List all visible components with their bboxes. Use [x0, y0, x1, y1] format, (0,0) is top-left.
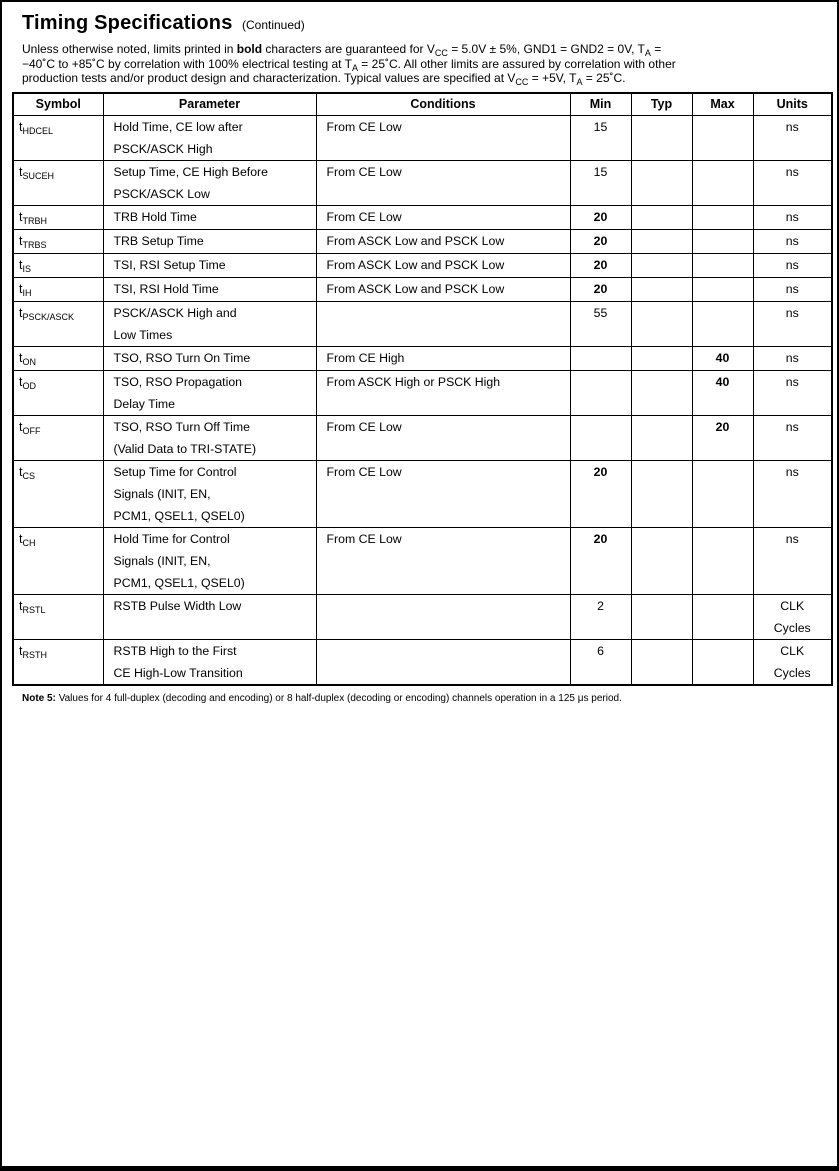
typ-cell	[631, 370, 692, 415]
cell-line: PCM1, QSEL1, QSEL0)	[113, 508, 245, 523]
column-header-units: Units	[753, 93, 832, 116]
cell-line: 40	[715, 350, 730, 365]
cell-line: TSO, RSO Turn Off Time	[113, 419, 250, 434]
symbol	[14, 371, 103, 394]
table-row	[13, 205, 832, 229]
intro-line	[22, 72, 825, 87]
units-cell	[753, 205, 832, 229]
table-row	[13, 527, 832, 594]
intro-text-segment: = 25˚C. All other limits are assured by correlation with other	[357, 56, 676, 71]
intro-line	[22, 43, 825, 58]
cell-line: ns	[785, 209, 799, 224]
conditions-cell	[316, 115, 570, 160]
cell-line: ns	[785, 305, 799, 320]
table-row	[13, 115, 832, 160]
symbol-subscript: CS	[22, 470, 35, 481]
symbol-cell	[13, 639, 103, 685]
parameter-cell	[103, 160, 316, 205]
symbol-cell	[13, 346, 103, 370]
units-cell	[753, 301, 832, 346]
min-cell	[570, 253, 631, 277]
symbol-cell	[13, 115, 103, 160]
min-cell	[570, 527, 631, 594]
min-cell	[570, 229, 631, 253]
units-cell	[753, 527, 832, 594]
symbol-base: t	[19, 305, 23, 320]
symbol-cell	[13, 527, 103, 594]
conditions-cell	[316, 415, 570, 460]
cell-line: From CE Low	[326, 119, 402, 134]
min-cell	[570, 639, 631, 685]
intro-line	[22, 58, 825, 73]
cell-line: 15	[593, 119, 608, 134]
cell-line: Hold Time, CE low after	[113, 119, 243, 134]
typ-cell	[631, 346, 692, 370]
cell-line: RSTB High to the First	[113, 643, 237, 658]
parameter-cell	[103, 370, 316, 415]
note-text: Values for 4 full-duplex (decoding and encoding) or 8 half-duplex (decoding or encoding) channels operation in a 125 μs period.	[58, 692, 622, 704]
cell-line: 20	[593, 233, 608, 248]
cell-line: ns	[785, 233, 799, 248]
cell-line: Signals (INIT, EN,	[113, 486, 211, 501]
cell-line: 15	[593, 164, 608, 179]
table-header	[13, 93, 832, 116]
cell-line: Low Times	[113, 327, 173, 342]
conditions-cell	[316, 301, 570, 346]
symbol	[14, 416, 103, 439]
min-cell	[570, 415, 631, 460]
intro-text-segment: −40˚C to +85˚C by correlation with 100% electrical testing at T	[22, 56, 352, 71]
conditions-cell	[316, 527, 570, 594]
column-header-symbol: Symbol	[13, 93, 103, 116]
symbol-cell	[13, 594, 103, 639]
symbol	[14, 230, 103, 253]
table-row	[13, 160, 832, 205]
min-cell	[570, 205, 631, 229]
intro-subscript: CC	[434, 48, 448, 58]
typ-cell	[631, 415, 692, 460]
units-cell	[753, 115, 832, 160]
typ-cell	[631, 639, 692, 685]
intro-subscript: A	[576, 77, 583, 87]
symbol-cell	[13, 205, 103, 229]
cell-line: ns	[785, 419, 799, 434]
conditions-cell	[316, 370, 570, 415]
note-5	[22, 693, 817, 705]
symbol-subscript: HDCEL	[22, 125, 53, 136]
column-header-conditions: Conditions	[316, 93, 570, 116]
symbol	[14, 278, 103, 301]
intro-subscript: A	[351, 62, 358, 73]
units-cell	[753, 460, 832, 527]
max-cell	[692, 460, 753, 527]
symbol	[14, 640, 103, 663]
parameter-cell	[103, 277, 316, 301]
cell-line: RSTB Pulse Width Low	[113, 598, 242, 613]
symbol-subscript: OFF	[22, 425, 41, 436]
intro-subscript: CC	[515, 77, 529, 87]
parameter-cell	[103, 594, 316, 639]
parameter-cell	[103, 205, 316, 229]
symbol-base: t	[19, 164, 23, 179]
parameter-cell	[103, 415, 316, 460]
typ-cell	[631, 301, 692, 346]
cell-line: 20	[593, 531, 608, 546]
units-cell	[753, 346, 832, 370]
cell-line: TSO, RSO Turn On Time	[113, 350, 251, 365]
parameter-cell	[103, 460, 316, 527]
parameter-cell	[103, 301, 316, 346]
cell-line: 55	[593, 305, 608, 320]
cell-line: PCM1, QSEL1, QSEL0)	[113, 575, 245, 590]
cell-line: ns	[785, 350, 799, 365]
max-cell	[692, 527, 753, 594]
cell-line: TRB Setup Time	[113, 233, 204, 248]
cell-line: Delay Time	[113, 396, 176, 411]
units-cell	[753, 160, 832, 205]
conditions-cell	[316, 160, 570, 205]
cell-line: Signals (INIT, EN,	[113, 553, 211, 568]
cell-line: (Valid Data to TRI-STATE)	[113, 441, 257, 456]
cell-line: Cycles	[773, 620, 811, 635]
page-title: Timing Specifications	[22, 12, 233, 34]
intro-subscript: A	[644, 48, 651, 58]
units-cell	[753, 277, 832, 301]
typ-cell	[631, 277, 692, 301]
cell-line: From CE Low	[326, 209, 402, 224]
cell-line: ns	[785, 119, 799, 134]
intro-text-segment: = 25˚C.	[582, 71, 626, 85]
parameter-cell	[103, 346, 316, 370]
cell-line: 40	[715, 374, 730, 389]
table-row	[13, 639, 832, 685]
parameter-cell	[103, 253, 316, 277]
symbol	[14, 347, 103, 370]
table-header-row	[13, 93, 832, 116]
intro-text-segment: characters are guaranteed for V	[262, 42, 435, 56]
symbol-cell	[13, 460, 103, 527]
typ-cell	[631, 115, 692, 160]
symbol	[14, 206, 103, 229]
conditions-cell	[316, 253, 570, 277]
table-row	[13, 370, 832, 415]
typ-cell	[631, 229, 692, 253]
cell-line: 2	[597, 598, 604, 613]
table-row	[13, 346, 832, 370]
parameter-cell	[103, 115, 316, 160]
cell-line: TSI, RSI Hold Time	[113, 281, 219, 296]
symbol-base: t	[19, 419, 23, 434]
symbol	[14, 116, 103, 139]
cell-line: From CE High	[326, 350, 405, 365]
cell-line: ns	[785, 164, 799, 179]
cell-line: From CE Low	[326, 464, 402, 479]
conditions-cell	[316, 229, 570, 253]
symbol-cell	[13, 229, 103, 253]
table-row	[13, 253, 832, 277]
conditions-cell	[316, 277, 570, 301]
typ-cell	[631, 460, 692, 527]
symbol-subscript: IS	[22, 263, 31, 274]
max-cell	[692, 160, 753, 205]
table-row	[13, 229, 832, 253]
intro-text-segment: =	[650, 42, 662, 56]
max-cell	[692, 639, 753, 685]
symbol-base: t	[19, 257, 23, 272]
column-header-min: Min	[570, 93, 631, 116]
intro-text-segment: Unless otherwise noted, limits printed in	[22, 42, 237, 56]
conditions-cell	[316, 594, 570, 639]
cell-line: 6	[597, 643, 604, 658]
parameter-cell	[103, 229, 316, 253]
min-cell	[570, 346, 631, 370]
conditions-cell	[316, 460, 570, 527]
column-header-typ: Typ	[631, 93, 692, 116]
cell-line: Setup Time, CE High Before	[113, 164, 268, 179]
min-cell	[570, 370, 631, 415]
symbol-cell	[13, 370, 103, 415]
max-cell	[692, 253, 753, 277]
max-cell	[692, 370, 753, 415]
intro-text-segment: bold	[236, 42, 263, 56]
cell-line: Cycles	[773, 665, 811, 680]
symbol-subscript: PSCK/ASCK	[22, 311, 75, 322]
intro-text-segment: = 5.0V ± 5%, GND1 = GND2 = 0V, T	[447, 42, 645, 56]
symbol-cell	[13, 415, 103, 460]
symbol	[14, 302, 103, 325]
symbol	[14, 161, 103, 184]
max-cell	[692, 415, 753, 460]
symbol-subscript: CH	[22, 537, 36, 548]
table-row	[13, 415, 832, 460]
typ-cell	[631, 205, 692, 229]
symbol-base: t	[19, 233, 23, 248]
table-row	[13, 460, 832, 527]
parameter-cell	[103, 639, 316, 685]
min-cell	[570, 594, 631, 639]
cell-line: ns	[785, 464, 799, 479]
typ-cell	[631, 253, 692, 277]
symbol-base: t	[19, 531, 23, 546]
typ-cell	[631, 594, 692, 639]
section-title-row	[22, 12, 817, 35]
cell-line: 20	[593, 209, 608, 224]
symbol-base: t	[19, 374, 23, 389]
timing-spec-table	[12, 92, 833, 686]
max-cell	[692, 594, 753, 639]
conditions-cell	[316, 639, 570, 685]
symbol	[14, 254, 103, 277]
symbol-subscript: SUCEH	[22, 170, 54, 181]
cell-line: From CE Low	[326, 164, 402, 179]
cell-line: CLK	[780, 643, 805, 658]
table-row	[13, 301, 832, 346]
table-row	[13, 277, 832, 301]
symbol	[14, 595, 103, 618]
cell-line: CE High-Low Transition	[113, 665, 243, 680]
symbol-base: t	[19, 464, 23, 479]
symbol-cell	[13, 301, 103, 346]
symbol-subscript: TRBH	[22, 215, 47, 226]
min-cell	[570, 115, 631, 160]
min-cell	[570, 460, 631, 527]
units-cell	[753, 594, 832, 639]
cell-line: 20	[715, 419, 730, 434]
symbol-base: t	[19, 281, 23, 296]
max-cell	[692, 229, 753, 253]
intro-text-segment: production tests and/or product design and characterization. Typical values are specified at V	[22, 71, 516, 85]
units-cell	[753, 229, 832, 253]
max-cell	[692, 346, 753, 370]
symbol-cell	[13, 277, 103, 301]
symbol-cell	[13, 253, 103, 277]
symbol-subscript: OD	[22, 380, 36, 391]
cell-line: From CE Low	[326, 419, 402, 434]
cell-line: 20	[593, 257, 608, 272]
units-cell	[753, 370, 832, 415]
column-header-parameter: Parameter	[103, 93, 316, 116]
column-header-max: Max	[692, 93, 753, 116]
units-cell	[753, 639, 832, 685]
cell-line: From ASCK Low and PSCK Low	[326, 281, 505, 296]
note-label: Note 5:	[22, 692, 56, 704]
cell-line: TSO, RSO Propagation	[113, 374, 242, 389]
conditions-cell	[316, 205, 570, 229]
symbol	[14, 461, 103, 484]
cell-line: TRB Hold Time	[113, 209, 197, 224]
cell-line: 20	[593, 281, 608, 296]
symbol-subscript: IH	[22, 287, 32, 298]
symbol-base: t	[19, 643, 23, 658]
cell-line: PSCK/ASCK High	[113, 141, 213, 156]
intro-paragraph	[22, 43, 825, 87]
cell-line: ns	[785, 531, 799, 546]
cell-line: ns	[785, 281, 799, 296]
max-cell	[692, 277, 753, 301]
cell-line: PSCK/ASCK Low	[113, 186, 210, 201]
cell-line: From ASCK High or PSCK High	[326, 374, 501, 389]
cell-line: From ASCK Low and PSCK Low	[326, 233, 505, 248]
symbol-cell	[13, 160, 103, 205]
min-cell	[570, 301, 631, 346]
max-cell	[692, 115, 753, 160]
cell-line: From CE Low	[326, 531, 402, 546]
typ-cell	[631, 527, 692, 594]
min-cell	[570, 160, 631, 205]
symbol-subscript: ON	[22, 356, 36, 367]
cell-line: Setup Time for Control	[113, 464, 237, 479]
units-cell	[753, 253, 832, 277]
symbol-base: t	[19, 209, 23, 224]
cell-line: 20	[593, 464, 608, 479]
intro-text-segment: = +5V, T	[528, 71, 577, 85]
min-cell	[570, 277, 631, 301]
cell-line: PSCK/ASCK High and	[113, 305, 237, 320]
cell-line: From ASCK Low and PSCK Low	[326, 257, 505, 272]
symbol-subscript: TRBS	[22, 239, 47, 250]
parameter-cell	[103, 527, 316, 594]
typ-cell	[631, 160, 692, 205]
max-cell	[692, 205, 753, 229]
max-cell	[692, 301, 753, 346]
units-cell	[753, 415, 832, 460]
symbol-subscript: RSTH	[22, 649, 47, 660]
symbol	[14, 528, 103, 551]
table-body	[13, 115, 832, 685]
cell-line: ns	[785, 374, 799, 389]
cell-line: CLK	[780, 598, 805, 613]
symbol-subscript: RSTL	[22, 604, 46, 615]
symbol-base: t	[19, 119, 23, 134]
cell-line: TSI, RSI Setup Time	[113, 257, 226, 272]
cell-line: Hold Time for Control	[113, 531, 230, 546]
symbol-base: t	[19, 350, 23, 365]
table-row	[13, 594, 832, 639]
page-title-continued: (Continued)	[242, 18, 305, 32]
conditions-cell	[316, 346, 570, 370]
symbol-base: t	[19, 598, 23, 613]
cell-line: ns	[785, 257, 799, 272]
